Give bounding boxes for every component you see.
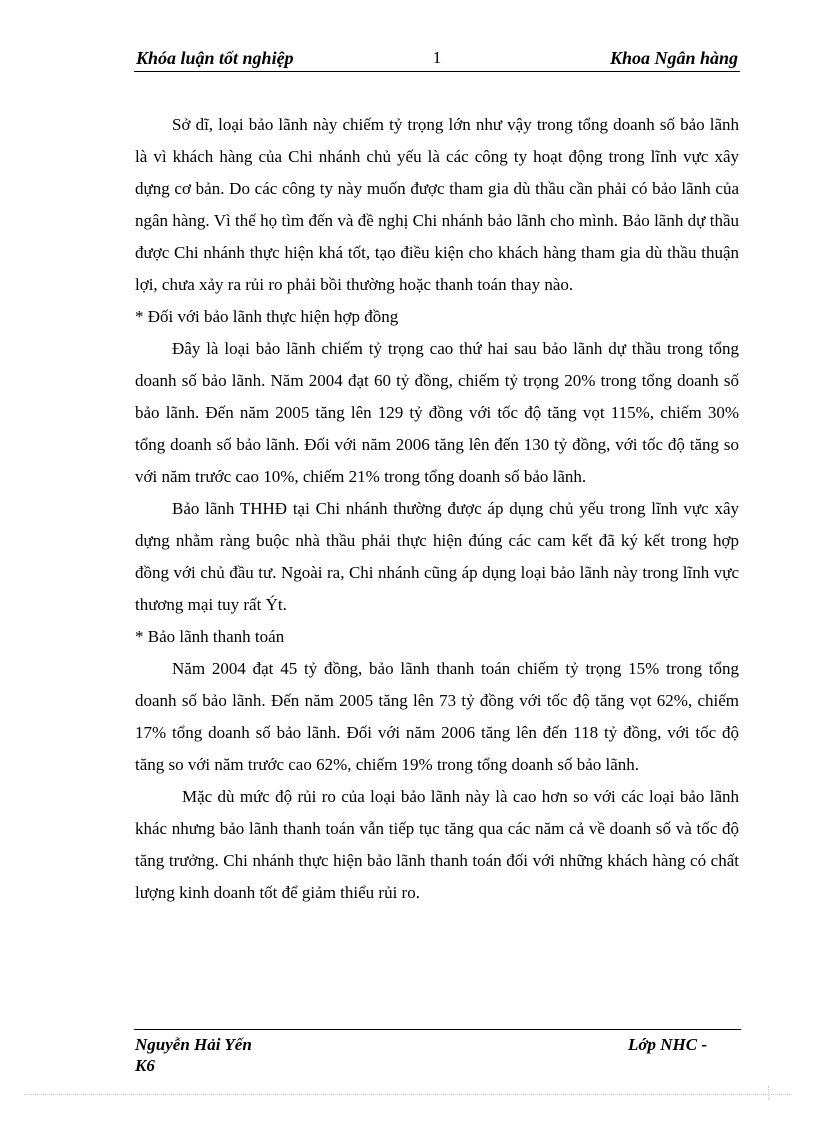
- page-border-dotted: [24, 1094, 792, 1095]
- page-header: [134, 46, 740, 72]
- section-heading-performance: * Đối với bảo lãnh thực hiện hợp đồng: [135, 307, 399, 326]
- paragraph-payment-risk: Mặc dù mức độ rủi ro của loại bảo lãnh này là cao hơn so với các loại bảo lãnh khác nhưng bảo lãnh thanh toán vẫn tiếp tục tăng qua các năm cả về doanh số và tốc độ tăng trưởng. Chi nhánh thực hiện bảo lãnh thanh toán đối với những khách hàng có chất lượng kinh doanh tốt để giảm thiểu rủi ro.: [135, 787, 739, 902]
- footer-rule: [134, 1029, 741, 1030]
- paragraph-performance-figures: Đây là loại bảo lãnh chiếm tỷ trọng cao thứ hai sau bảo lãnh dự thầu trong tổng doanh số bảo lãnh. Năm 2004 đạt 60 tỷ đồng, chiếm tỷ trọng 20% trong tổng doanh số bảo lãnh. Đến năm 2005 tăng lên 129 tỷ đồng với tốc độ tăng vọt 115%, chiếm 30% tổng doanh số bảo lãnh. Đối với năm 2006 tăng lên đến 130 tỷ đồng, với tốc độ tăng so với năm trước cao 10%, chiếm 21% trong tổng doanh số bảo lãnh.: [135, 339, 739, 486]
- paragraph-performance-usage: Bảo lãnh THHĐ tại Chi nhánh thường được áp dụng chủ yếu trong lĩnh vực xây dựng nhằm ràng buộc nhà thầu phải thực hiện đúng các cam kết đã ký kết trong hợp đồng với chủ đầu tư. Ngoài ra, Chi nhánh cũng áp dụng loại bảo lãnh này trong lĩnh vực thương mại tuy rất Ýt.: [135, 499, 739, 614]
- header-rule: [134, 71, 740, 72]
- paragraph-bid-guarantee: Sở dĩ, loại bảo lãnh này chiếm tỷ trọng lớn như vậy trong tổng doanh số bảo lãnh là vì khách hàng của Chi nhánh chủ yếu là các công ty hoạt động trong lĩnh vực xây dựng cơ bản. Do các công ty này muốn được tham gia dù thầu cần phải có bảo lãnh của ngân hàng. Vì thế họ tìm đến và đề nghị Chi nhánh bảo lãnh cho mình. Bảo lãnh dự thầu được Chi nhánh thực hiện khá tốt, tạo điều kiện cho khách hàng tham gia dù thầu thuận lợi, chưa xảy ra rủi ro phải bồi thường hoặc thanh toán thay nào.: [135, 115, 739, 294]
- header-thesis-title: Khóa luận tốt nghiệp: [136, 48, 294, 68]
- page-border-tick: [768, 1086, 769, 1100]
- paragraph-payment-figures: Năm 2004 đạt 45 tỷ đồng, bảo lãnh thanh toán chiếm tỷ trọng 15% trong tổng doanh số bảo lãnh. Đến năm 2005 tăng lên 73 tỷ đồng với tốc độ tăng vọt 62%, chiếm 17% tổng doanh số bảo lãnh. Đối với năm 2006 tăng lên đến 118 tỷ đồng, với tốc độ tăng so với năm trước cao 62%, chiếm 19% trong tổng doanh số bảo lãnh.: [135, 659, 739, 774]
- document-body: [135, 109, 739, 909]
- footer-class: Lớp NHC -: [628, 1035, 708, 1054]
- footer-class-cont: K6: [135, 1056, 155, 1075]
- footer-author: Nguyễn Hải Yến: [135, 1035, 252, 1054]
- header-faculty: Khoa Ngân hàng: [609, 48, 738, 68]
- section-heading-payment: * Bảo lãnh thanh toán: [135, 627, 285, 646]
- page-number: 1: [432, 48, 442, 67]
